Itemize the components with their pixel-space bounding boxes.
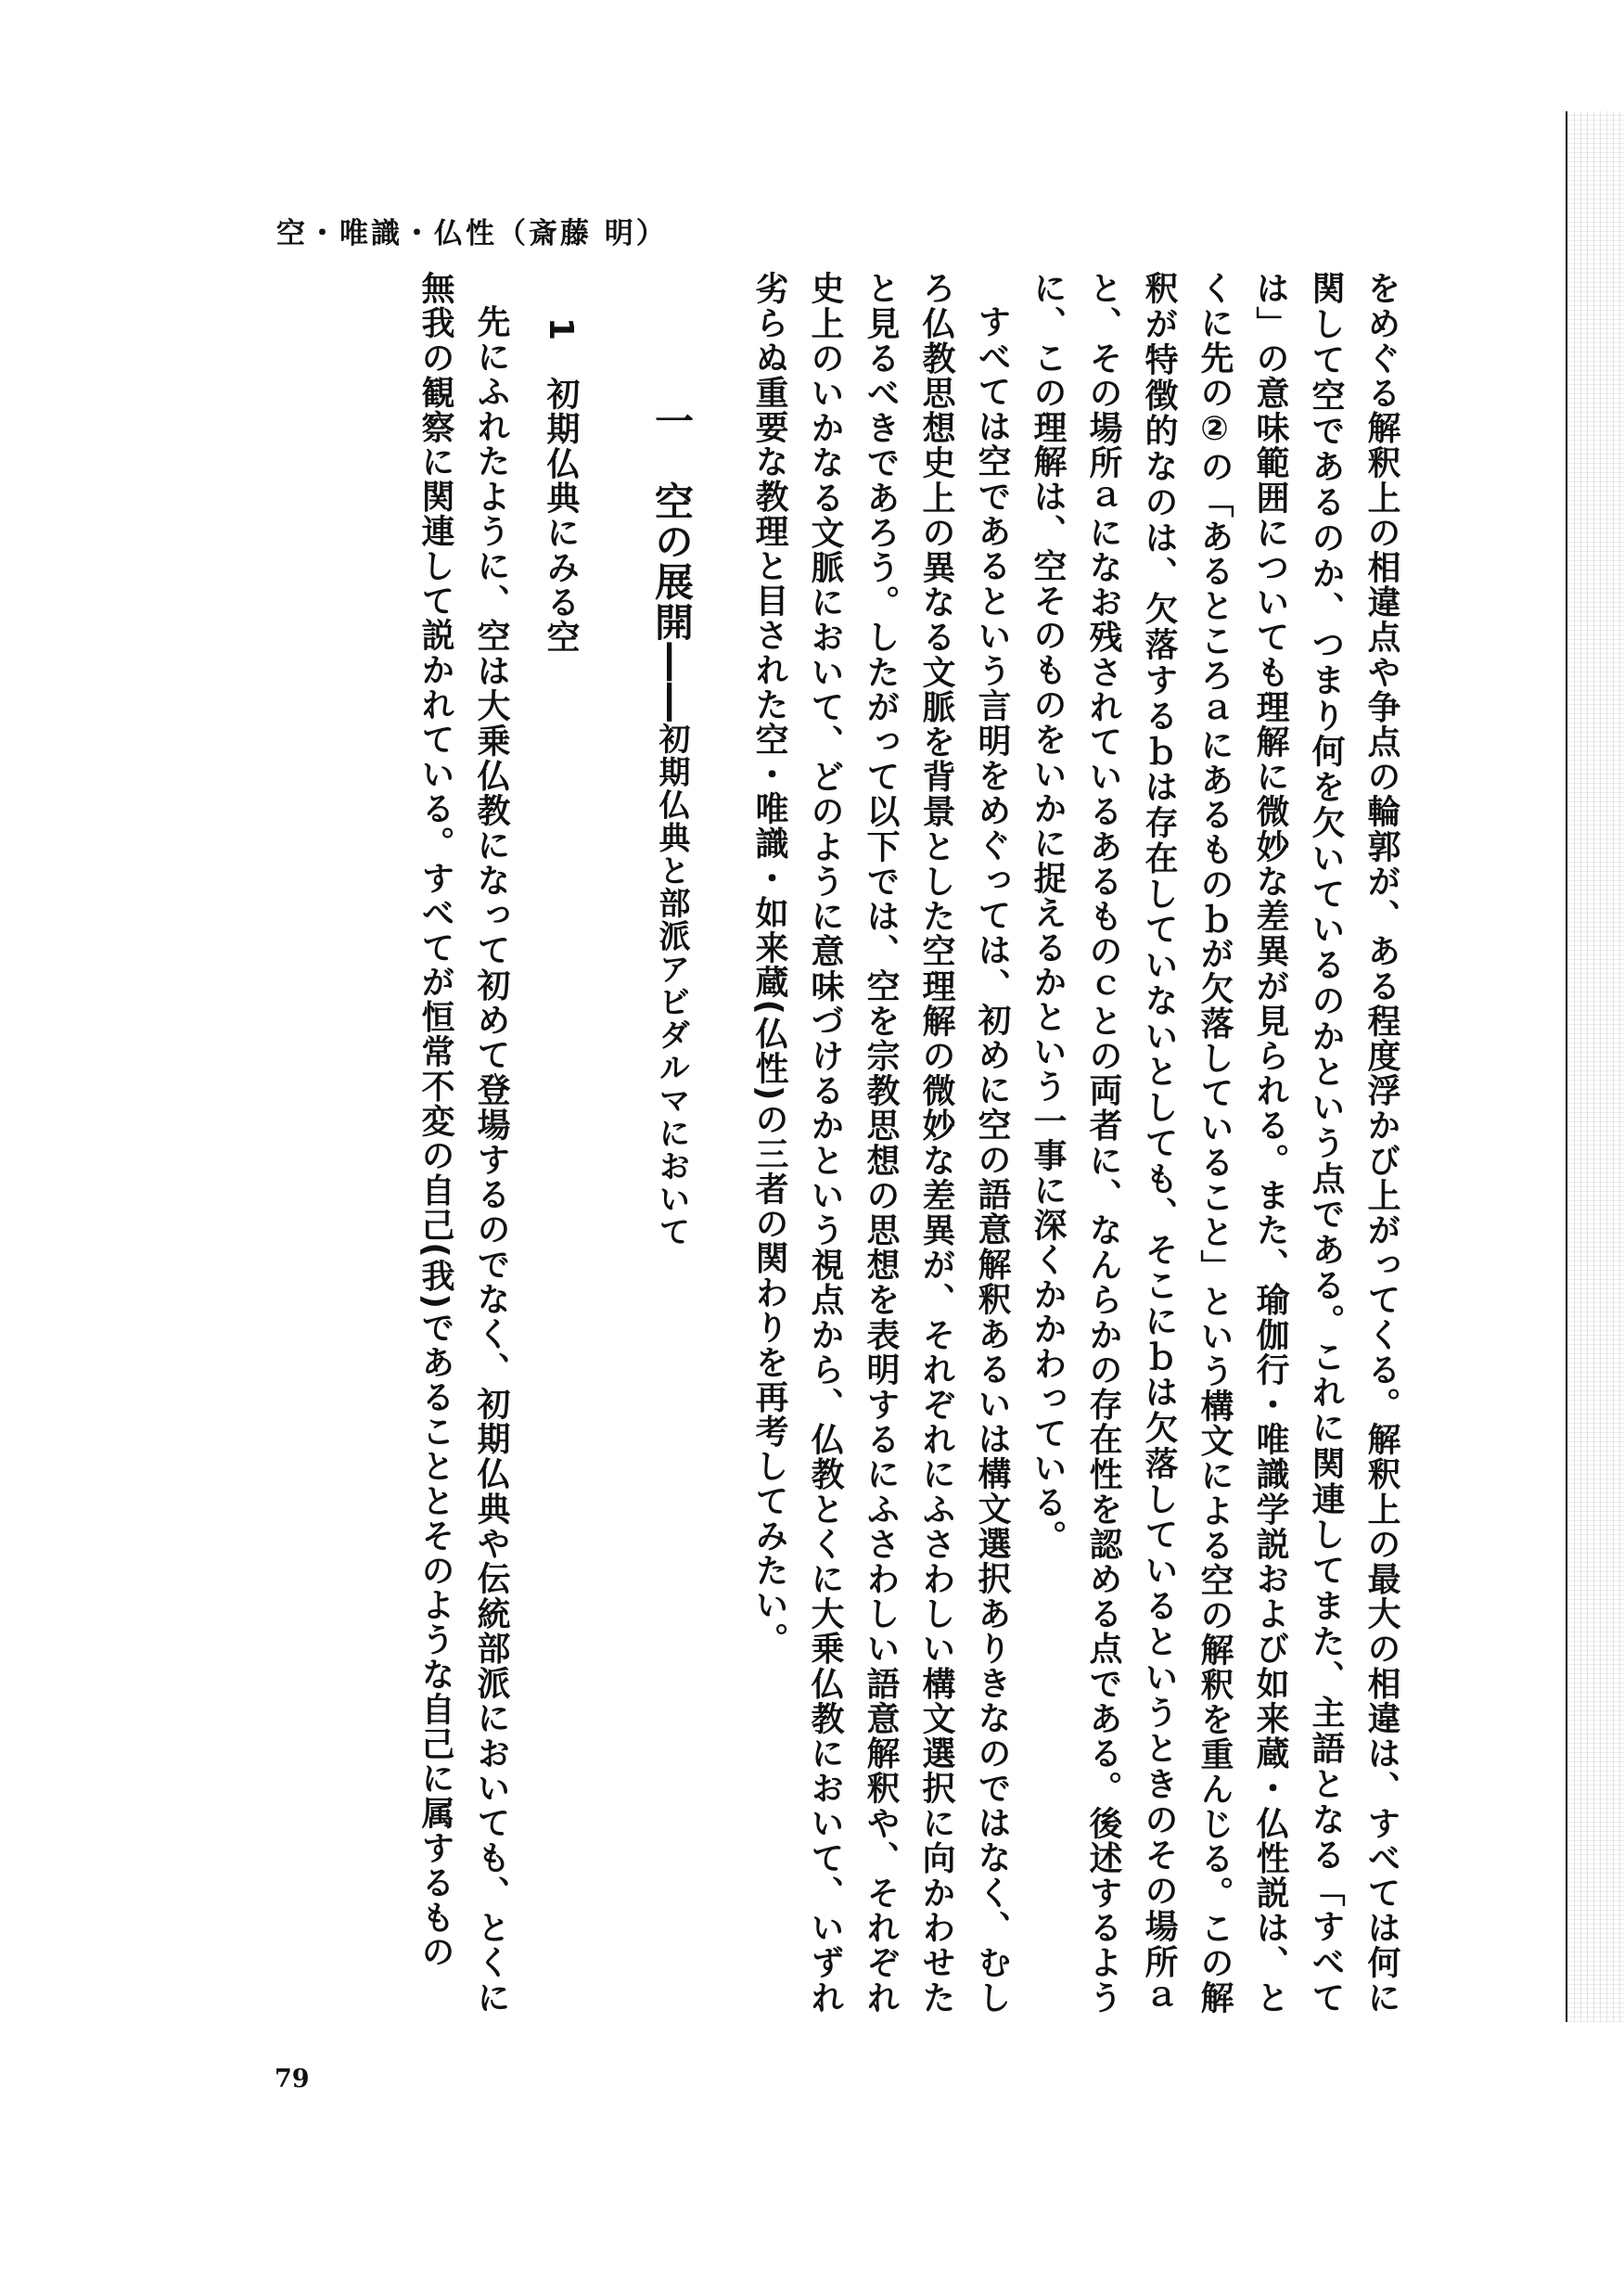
- subsection-number: 1: [542, 317, 580, 342]
- section-heading: [602, 271, 741, 2015]
- paragraph-continued: をめぐる解釈上の相違点や争点の輪郭が、ある程度浮かび上がってくる。解釈上の最大の相違は、すべては何に関して空であるのか、つまり何を欠いているのかという点である。これに関連してまた、主語となる「すべては」の意味範囲についても理解に微妙な差異が見られる。また、瑜伽行・唯識学説および如来蔵・仏性説は、とくに先の②の「あるところａにあるものｂが欠落していること」という構文による空の解釈を重んじる。この解釈が特徴的なのは、欠落するｂは存在していないとしても、そこにｂは欠落しているというときのその場所ａと、その場所ａになお残されているあるものｃとの両者に、なんらかの存在性を認める点である。後述するように、この理解は、空そのものをいかに捉えるかという一事に深くかかわっている。: [1029, 271, 1400, 2015]
- vertical-text-body: [407, 271, 1409, 2015]
- section-subtitle: 初期仏典と部派アビダルマにおいて: [653, 723, 690, 1248]
- subsection-heading: [518, 271, 602, 2015]
- section-number: 一: [649, 401, 695, 442]
- section-dash: ――: [649, 642, 695, 723]
- scanned-page-edge: [1566, 111, 1624, 2022]
- paragraph: すべては空であるという言明をめぐっては、初めに空の語意解釈あるいは構文選択ありきなのではなく、むしろ仏教思想史上の異なる文脈を背景とした空理解の微妙な差異が、それぞれにふさわしい構文選択に向かわせたと見るべきであろう。したがって以下では、空を宗教思想の思想を表明するにふさわしい語意解釈や、それぞれ史上のいかなる文脈において、どのように意味づけるかという視点から、仏教とくに大乗仏教において、いずれ劣らぬ重要な教理と目された空・唯識・如来蔵(仏性)の三者の関わりを再考してみたい。: [750, 271, 1011, 2015]
- page-number: 79: [275, 2065, 310, 2093]
- subsection-title: 初期仏典にみる空: [542, 376, 580, 655]
- paragraph: 先にふれたように、空は大乗仏教になって初めて登場するのでなく、初期仏典や伝統部派においても、とくに無我の観察に関連して説かれている。すべてが恒常不変の自己(我)であることとそのような自己に属するもの: [416, 271, 510, 2015]
- section-title: 空の展開: [649, 480, 695, 643]
- running-header: 空・唯識・仏性（斎藤 明）: [276, 217, 668, 250]
